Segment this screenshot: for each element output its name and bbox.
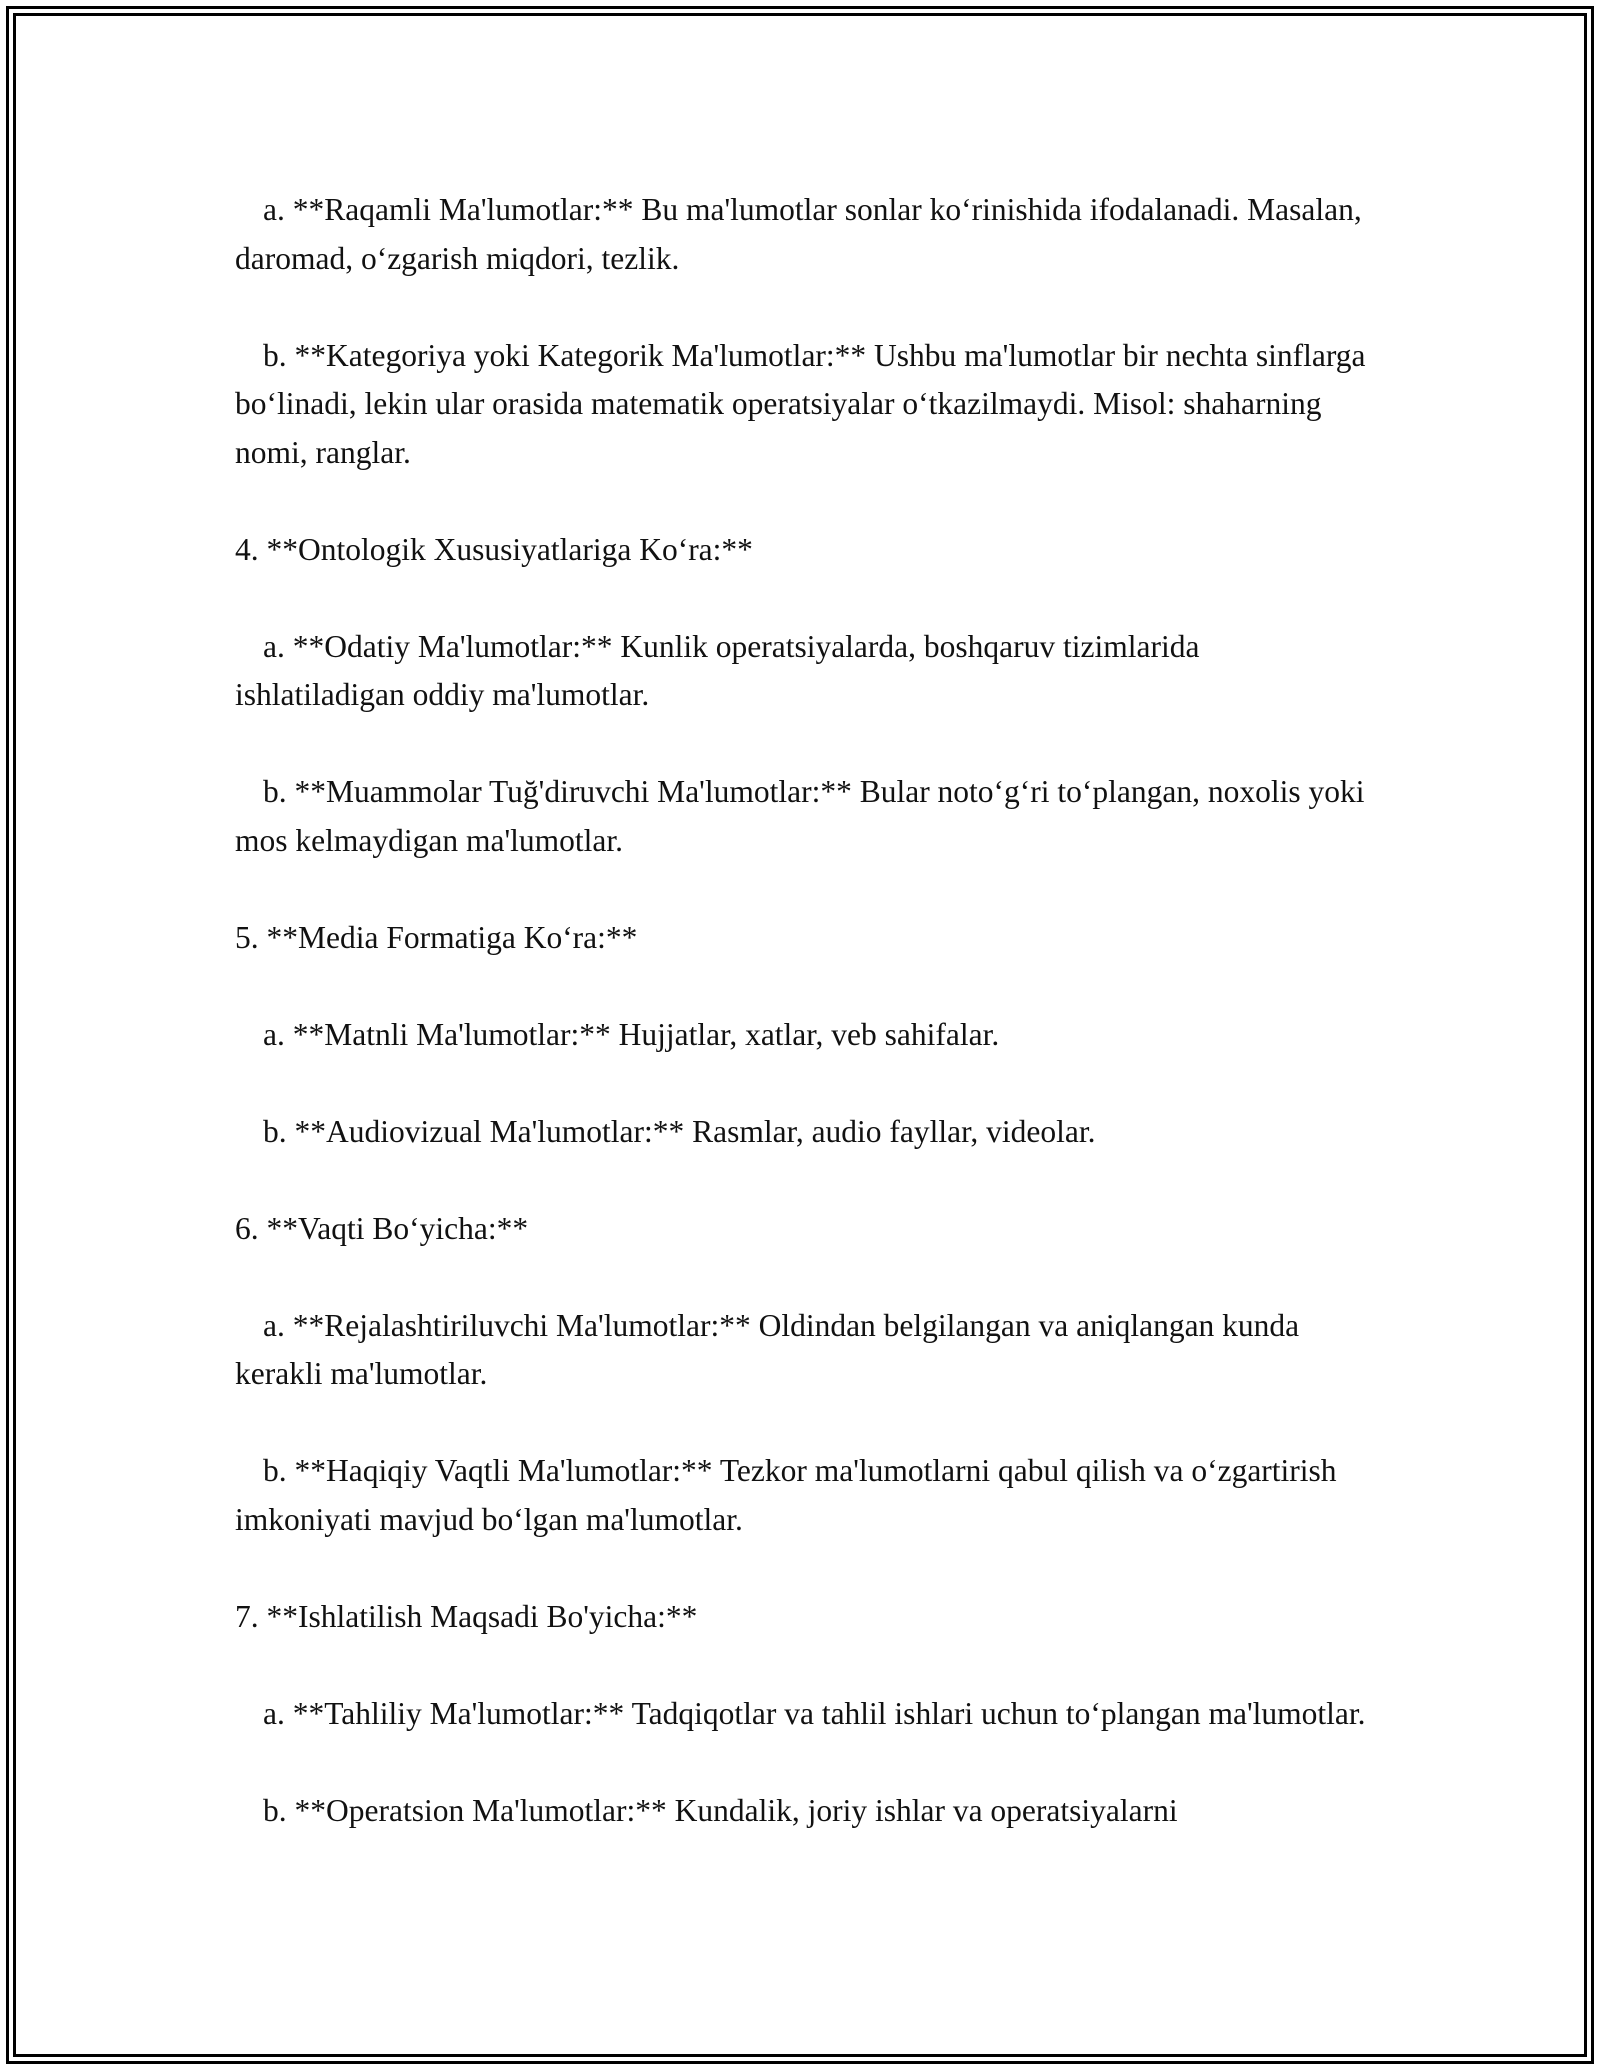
- section-heading-6: 6. **Vaqti Bo‘yicha:**: [235, 1210, 529, 1246]
- paragraph-operatsion: b. **Operatsion Ma'lumotlar:** Kundalik, joriy ishlar va operatsiyalarni: [263, 1792, 1178, 1828]
- paragraph-rejalashtiriluvchi: a. **Rejalashtiriluvchi Ma'lumotlar:** Oldindan belgilangan va aniqlangan kunda kerakli ma'lumotlar.: [235, 1307, 1300, 1391]
- section-heading-7: 7. **Ishlatilish Maqsadi Bo'yicha:**: [235, 1598, 698, 1634]
- paragraph-audiovizual: b. **Audiovizual Ma'lumotlar:** Rasmlar, audio fayllar, videolar.: [263, 1113, 1096, 1149]
- document-body: [235, 186, 1375, 1835]
- paragraph-muammolar: b. **Muammolar Tuğ'diruvchi Ma'lumotlar:** Bular noto‘g‘ri to‘plangan, noxolis yoki mos kelmaydigan ma'lumotlar.: [235, 774, 1365, 858]
- paragraph-kategorik: b. **Kategoriya yoki Kategorik Ma'lumotlar:** Ushbu ma'lumotlar bir nechta sinflarga bo‘linadi, lekin ular orasida matematik operatsiyalar o‘tkazilmaydi. Misol: shaharning nomi, ranglar.: [235, 337, 1366, 470]
- paragraph-matnli: a. **Matnli Ma'lumotlar:** Hujjatlar, xatlar, veb sahifalar.: [263, 1016, 1000, 1052]
- paragraph-tahliliy: a. **Tahliliy Ma'lumotlar:** Tadqiqotlar va tahlil ishlari uchun to‘plangan ma'lumotlar.: [263, 1695, 1366, 1731]
- section-heading-5: 5. **Media Formatiga Ko‘ra:**: [235, 919, 638, 955]
- paragraph-odatiy: a. **Odatiy Ma'lumotlar:** Kunlik operatsiyalarda, boshqaruv tizimlarida ishlatiladigan oddiy ma'lumotlar.: [235, 628, 1200, 712]
- paragraph-haqiqiy-vaqtli: b. **Haqiqiy Vaqtli Ma'lumotlar:** Tezkor ma'lumotlarni qabul qilish va o‘zgartirish imkoniyati mavjud bo‘lgan ma'lumotlar.: [235, 1453, 1337, 1537]
- section-heading-4: 4. **Ontologik Xususiyatlariga Ko‘ra:**: [235, 531, 753, 567]
- paragraph-raqamli: a. **Raqamli Ma'lumotlar:** Bu ma'lumotlar sonlar ko‘rinishida ifodalanadi. Masalan, daromad, o‘zgarish miqdori, tezlik.: [235, 192, 1362, 276]
